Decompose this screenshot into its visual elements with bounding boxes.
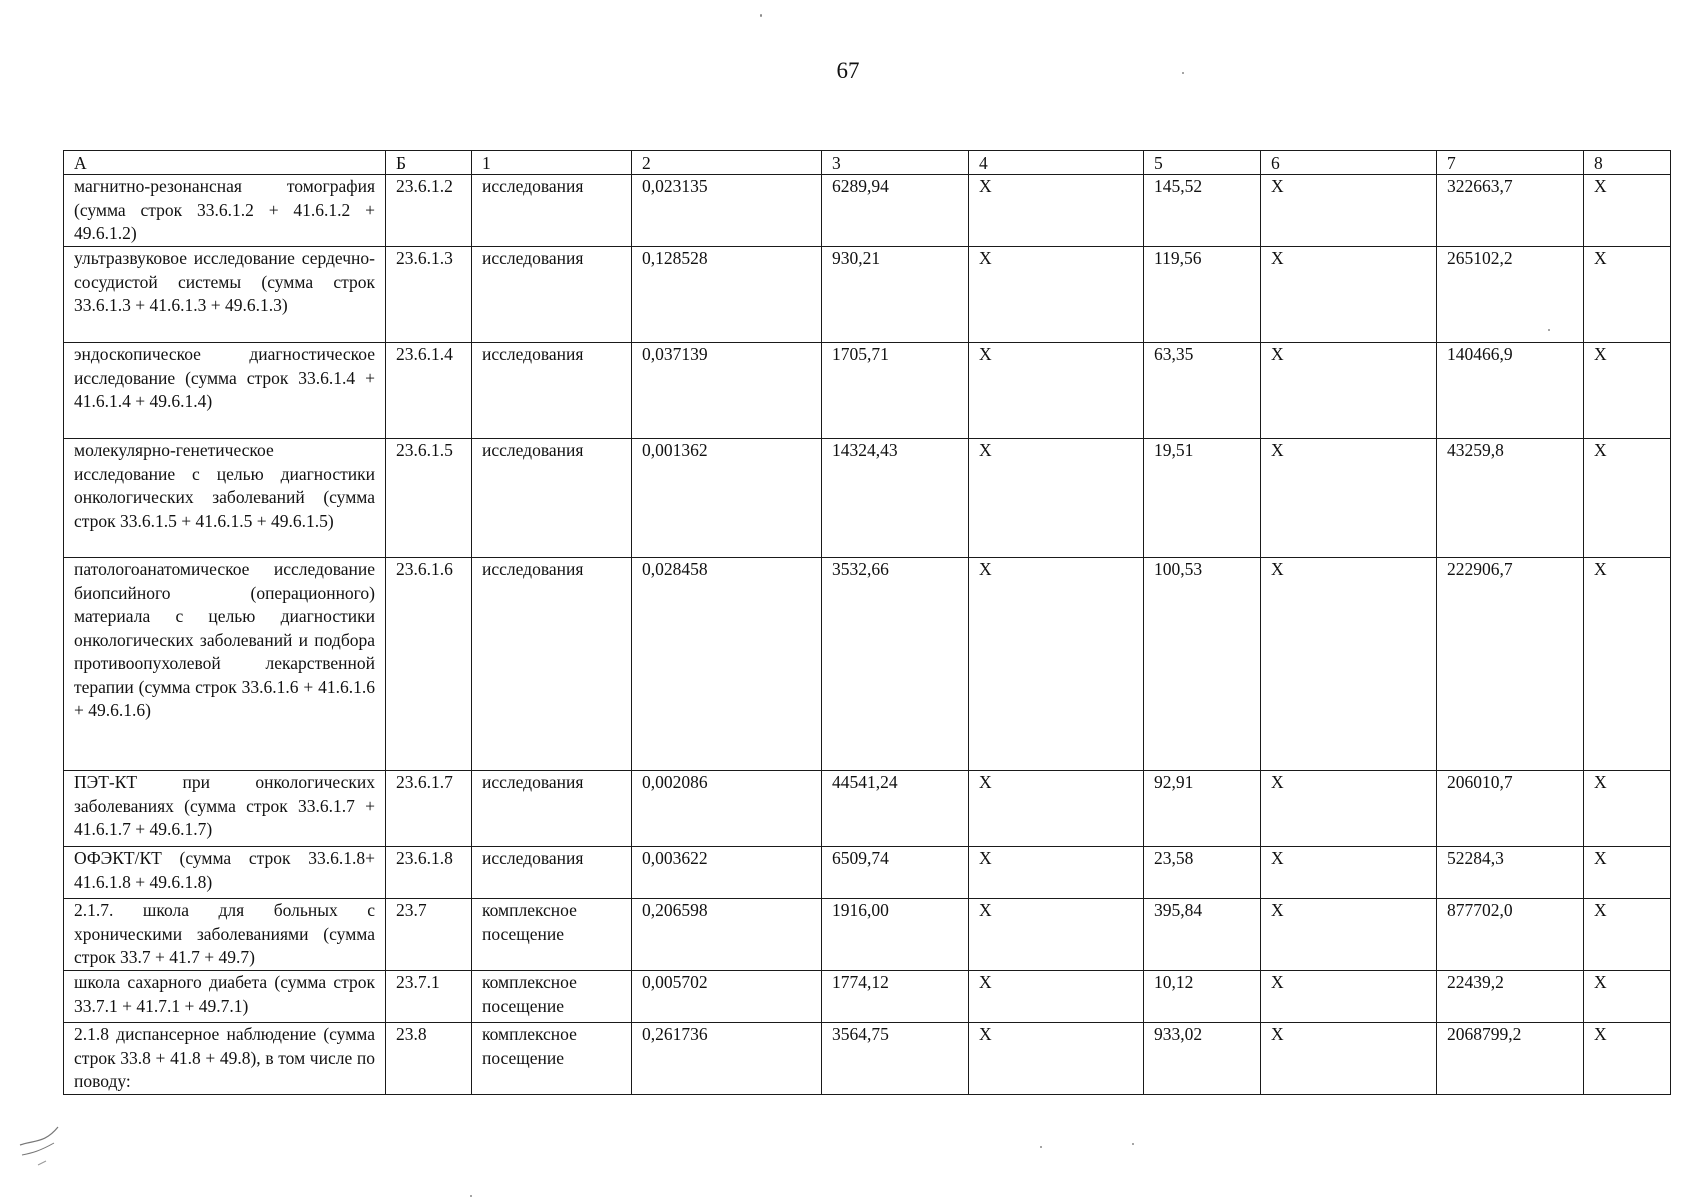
table-row [64, 847, 1671, 899]
row-col8-cell: Х [1584, 899, 1671, 971]
row-col6-cell: Х [1261, 971, 1437, 1023]
row-col2-cell: 0,128528 [632, 247, 822, 343]
row-name-cell: 2.1.7. школа для больных с хроническими заболеваниями (сумма строк 33.7 + 41.7 + 49.7) [64, 899, 386, 971]
row-name-cell: молекулярно-генетическое исследование с целью диагностики онкологических заболеваний (сумма строк 33.6.1.5 + 41.6.1.5 + 49.6.1.5) [64, 439, 386, 558]
row-col8-cell: Х [1584, 847, 1671, 899]
row-col7-cell: 140466,9 [1437, 343, 1584, 439]
table-row [64, 247, 1671, 343]
row-col7-cell: 22439,2 [1437, 971, 1584, 1023]
row-col8-cell: Х [1584, 247, 1671, 343]
row-col7-cell: 52284,3 [1437, 847, 1584, 899]
row-code-cell: 23.6.1.4 [386, 343, 472, 439]
row-code-cell: 23.6.1.8 [386, 847, 472, 899]
header-cell-3: 3 [822, 151, 969, 175]
header-cell-4: 4 [969, 151, 1144, 175]
row-unit-cell: комплексное посещение [472, 971, 632, 1023]
row-col8-cell: Х [1584, 343, 1671, 439]
row-col3-cell: 6289,94 [822, 175, 969, 247]
row-name-cell: ультразвуковое исследование сердечно-сосудистой системы (сумма строк 33.6.1.3 + 41.6.1.3 + 49.6.1.3) [64, 247, 386, 343]
row-name-cell: ОФЭКТ/КТ (сумма строк 33.6.1.8+ 41.6.1.8 + 49.6.1.8) [64, 847, 386, 899]
row-col7-cell: 2068799,2 [1437, 1023, 1584, 1095]
row-col5-cell: 19,51 [1144, 439, 1261, 558]
row-code-cell: 23.6.1.2 [386, 175, 472, 247]
table-row [64, 439, 1671, 558]
data-table [63, 150, 1671, 1095]
row-col5-cell: 92,91 [1144, 771, 1261, 847]
row-unit-cell: исследования [472, 771, 632, 847]
header-cell-8: 8 [1584, 151, 1671, 175]
row-name-cell: патологоанатомическое исследование биопсийного (операционного) материала с целью диагностики онкологических заболеваний и подбора противоопухолевой лекарственной терапии (сумма строк 33.6.1.6 + 41.6.1.6 + 49.6.1.6) [64, 558, 386, 771]
table-row [64, 1023, 1671, 1095]
header-cell-b: Б [386, 151, 472, 175]
row-col8-cell: Х [1584, 439, 1671, 558]
row-col7-cell: 206010,7 [1437, 771, 1584, 847]
row-code-cell: 23.8 [386, 1023, 472, 1095]
row-name-cell: школа сахарного диабета (сумма строк 33.7.1 + 41.7.1 + 49.7.1) [64, 971, 386, 1023]
row-code-cell: 23.6.1.5 [386, 439, 472, 558]
row-unit-cell: исследования [472, 847, 632, 899]
header-cell-5: 5 [1144, 151, 1261, 175]
table-row [64, 343, 1671, 439]
row-col4-cell: Х [969, 847, 1144, 899]
row-col2-cell: 0,261736 [632, 1023, 822, 1095]
row-col7-cell: 43259,8 [1437, 439, 1584, 558]
row-col4-cell: Х [969, 771, 1144, 847]
table-row [64, 899, 1671, 971]
row-col6-cell: Х [1261, 1023, 1437, 1095]
row-col8-cell: Х [1584, 971, 1671, 1023]
header-cell-7: 7 [1437, 151, 1584, 175]
row-col2-cell: 0,206598 [632, 899, 822, 971]
row-col5-cell: 119,56 [1144, 247, 1261, 343]
row-col7-cell: 265102,2 [1437, 247, 1584, 343]
row-col4-cell: Х [969, 439, 1144, 558]
row-col3-cell: 6509,74 [822, 847, 969, 899]
handwritten-mark [10, 1115, 70, 1175]
scan-speck [760, 14, 762, 17]
header-cell-2: 2 [632, 151, 822, 175]
table-row [64, 771, 1671, 847]
row-col4-cell: Х [969, 247, 1144, 343]
row-unit-cell: исследования [472, 343, 632, 439]
header-cell-6: 6 [1261, 151, 1437, 175]
header-row [64, 151, 1671, 175]
row-code-cell: 23.7.1 [386, 971, 472, 1023]
row-col6-cell: Х [1261, 558, 1437, 771]
scan-speck [1040, 1146, 1042, 1148]
row-col5-cell: 933,02 [1144, 1023, 1261, 1095]
row-unit-cell: исследования [472, 247, 632, 343]
header-cell-a: А [64, 151, 386, 175]
row-col2-cell: 0,003622 [632, 847, 822, 899]
row-col5-cell: 100,53 [1144, 558, 1261, 771]
row-col7-cell: 322663,7 [1437, 175, 1584, 247]
row-col2-cell: 0,028458 [632, 558, 822, 771]
row-col5-cell: 63,35 [1144, 343, 1261, 439]
scan-speck [470, 1195, 472, 1197]
row-col3-cell: 3564,75 [822, 1023, 969, 1095]
row-code-cell: 23.6.1.6 [386, 558, 472, 771]
row-name-cell: эндоскопическое диагностическое исследование (сумма строк 33.6.1.4 + 41.6.1.4 + 49.6.1.4) [64, 343, 386, 439]
row-col3-cell: 1705,71 [822, 343, 969, 439]
row-col7-cell: 222906,7 [1437, 558, 1584, 771]
row-col5-cell: 395,84 [1144, 899, 1261, 971]
row-col3-cell: 1774,12 [822, 971, 969, 1023]
row-col3-cell: 930,21 [822, 247, 969, 343]
row-col2-cell: 0,005702 [632, 971, 822, 1023]
row-col4-cell: Х [969, 1023, 1144, 1095]
row-col6-cell: Х [1261, 175, 1437, 247]
row-code-cell: 23.7 [386, 899, 472, 971]
row-col4-cell: Х [969, 558, 1144, 771]
row-col6-cell: Х [1261, 343, 1437, 439]
row-col6-cell: Х [1261, 439, 1437, 558]
table-row [64, 558, 1671, 771]
row-col4-cell: Х [969, 971, 1144, 1023]
row-unit-cell: исследования [472, 439, 632, 558]
row-col5-cell: 145,52 [1144, 175, 1261, 247]
scan-speck [1548, 329, 1550, 331]
row-col8-cell: Х [1584, 175, 1671, 247]
row-name-cell: 2.1.8 диспансерное наблюдение (сумма строк 33.8 + 41.8 + 49.8), в том числе по поводу: [64, 1023, 386, 1095]
row-unit-cell: комплексное посещение [472, 1023, 632, 1095]
row-unit-cell: исследования [472, 558, 632, 771]
row-col8-cell: Х [1584, 1023, 1671, 1095]
row-unit-cell: комплексное посещение [472, 899, 632, 971]
row-col4-cell: Х [969, 175, 1144, 247]
row-col2-cell: 0,023135 [632, 175, 822, 247]
row-col8-cell: Х [1584, 771, 1671, 847]
row-col6-cell: Х [1261, 899, 1437, 971]
row-col6-cell: Х [1261, 847, 1437, 899]
row-col5-cell: 23,58 [1144, 847, 1261, 899]
row-name-cell: магнитно-резонансная томография (сумма строк 33.6.1.2 + 41.6.1.2 + 49.6.1.2) [64, 175, 386, 247]
row-col6-cell: Х [1261, 771, 1437, 847]
row-col6-cell: Х [1261, 247, 1437, 343]
row-code-cell: 23.6.1.7 [386, 771, 472, 847]
row-col3-cell: 1916,00 [822, 899, 969, 971]
row-col3-cell: 44541,24 [822, 771, 969, 847]
page-number: 67 [836, 58, 860, 83]
row-col2-cell: 0,002086 [632, 771, 822, 847]
header-cell-1: 1 [472, 151, 632, 175]
table-row [64, 971, 1671, 1023]
row-col3-cell: 3532,66 [822, 558, 969, 771]
row-col2-cell: 0,037139 [632, 343, 822, 439]
row-col4-cell: Х [969, 899, 1144, 971]
row-col4-cell: Х [969, 343, 1144, 439]
row-code-cell: 23.6.1.3 [386, 247, 472, 343]
row-unit-cell: исследования [472, 175, 632, 247]
row-name-cell: ПЭТ-КТ при онкологических заболеваниях (сумма строк 33.6.1.7 + 41.6.1.7 + 49.6.1.7) [64, 771, 386, 847]
row-col2-cell: 0,001362 [632, 439, 822, 558]
row-col7-cell: 877702,0 [1437, 899, 1584, 971]
table-row [64, 175, 1671, 247]
scan-speck [1132, 1143, 1134, 1145]
row-col3-cell: 14324,43 [822, 439, 969, 558]
row-col8-cell: Х [1584, 558, 1671, 771]
row-col5-cell: 10,12 [1144, 971, 1261, 1023]
scan-speck [1182, 72, 1184, 74]
